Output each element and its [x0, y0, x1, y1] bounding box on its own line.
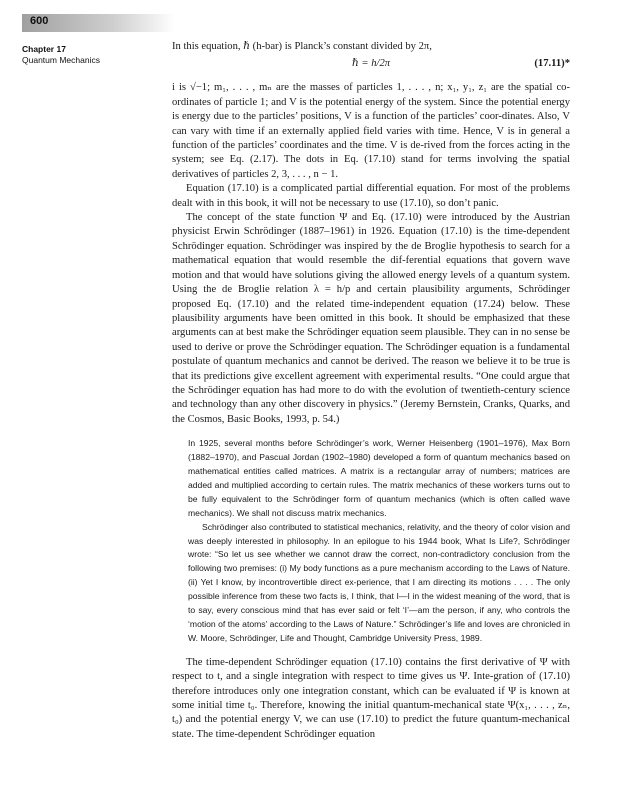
equation-formula: ℏ = h/2π — [351, 58, 391, 70]
historical-note — [188, 437, 570, 646]
chapter-title: Quantum Mechanics — [22, 54, 100, 65]
paragraph-variables: i is √−1; m₁, . . . , mₙ are the masses of particles 1, . . . , n; x₁, y₁, z₁ are the spatial co-ordinates of particle 1; and V is the potential energy of the system. Since the potential energy is energy due to the particles’ positions, V is a function of the particles’ coor-dinates. Also, V can vary with time if an externally applied field varies with time. Hence, V is in general a function of the particles’ coordinates and the time. V is de-rived from the forces acting in the system; see Eq. (2.17). The dots in Eq. (17.10) stand for terms involving the spatial derivatives of particles 2, 3, . . . , n − 1. — [172, 82, 570, 180]
main-text — [172, 40, 570, 742]
equation-number: (17.11)* — [534, 58, 570, 70]
page-number: 600 — [30, 15, 49, 27]
paragraph-complicated: Equation (17.10) is a complicated partial differential equation. For most of the problems dealt with in this book, it will not be necessary to use (17.10), so don’t panic. — [172, 183, 570, 209]
equation-17-11 — [172, 57, 570, 77]
note-schrodinger-life: Schrödinger also contributed to statistical mechanics, relativity, and the theory of color vision and was deeply interested in philosophy. In an epilogue to his 1944 book, What Is Life?, Schrödinger wrote: “So let us see whether we cannot draw the correct, non-contradictory conclusion from the following two premises: (i) My body functions as a pure mechanism according to the Laws of Nature. (ii) Yet I know, by incontrovertible direct ex-perience, that I am directing its motions . . . . The only possible inference from these two facts is, I think, that I—I in the widest meaning of the word, that is to say, every conscious mind that has ever said or felt ‘I’—am the person, if any, who controls the ‘motion of the atoms’ according to the Laws of Nature.” Schrödinger’s life and loves are chronicled in W. Moore, Schrödinger, Life and Thought, Cambridge University Press, 1989. — [188, 521, 570, 643]
page-header-bar — [22, 14, 175, 32]
chapter-sidebar — [22, 44, 162, 65]
paragraph-time-dependent: The time-dependent Schrödinger equation (17.10) contains the first derivative of Ψ with respect to t, and a single integration with respect to time gives us Ψ. Inte-gration of (17.10) therefore introduces only one integration constant, which can be evaluated if Ψ is known at some initial time t₀. Therefore, knowing the initial quantum-mechanical state Ψ(x₁, . . . , zₙ, t₀) and the potential energy V, we can use (17.10) to predict the future quantum-mechanical state. The time-dependent Schrödinger equation — [172, 656, 570, 740]
intro-sentence: In this equation, ℏ (h-bar) is Planck’s constant divided by 2π, — [172, 41, 432, 52]
paragraph-schrodinger: The concept of the state function Ψ and Eq. (17.10) were introduced by the Austrian physicist Erwin Schrödinger (1887–1961) in 1926. Equation (17.10) is the time-dependent Schrödinger equation. Schrödinger was inspired by the de Broglie hypothesis to search for a mathematical equation that would resemble the dif-ferential equations that govern wave motion and that would have solutions giving the allowed energy levels of a quantum system. Using the de Broglie relation λ = h/p and certain plausibility arguments, Schrödinger proposed Eq. (17.10) and the related time-independent equation (17.24) below. These plausibility arguments have been omitted in this book. It should be emphasized that these arguments can at best make the Schrödinger equation seem plausible. They can in no sense be used to derive or prove the Schrödinger equation. The Schrödinger equation is a fundamental postulate of quantum mechanics and cannot be derived. The reason we believe it to be true is that its predictions give excellent agreement with experimental results. “One could argue that the Schrödinger equation has had more to do with the evolution of twentieth-century science and technology than any other discovery in physics.” (Jeremy Bernstein, Cranks, Quarks, and the Cosmos, Basic Books, 1993, p. 54.) — [172, 212, 570, 425]
chapter-label: Chapter 17 — [22, 44, 66, 54]
note-matrix-mechanics: In 1925, several months before Schrödinger’s work, Werner Heisenberg (1901–1976), Max Born (1882–1970), and Pascual Jordan (1902–1980) developed a form of quantum mechanics based on mathematical entities called matrices. A matrix is a rectangular array of numbers; matrices are added and multiplied according to certain rules. The matrix mechanics of these workers turns out to be fully equivalent to the Schrödinger form of quantum mechanics (which is often called wave mechanics). We shall not discuss matrix mechanics. — [188, 438, 570, 518]
